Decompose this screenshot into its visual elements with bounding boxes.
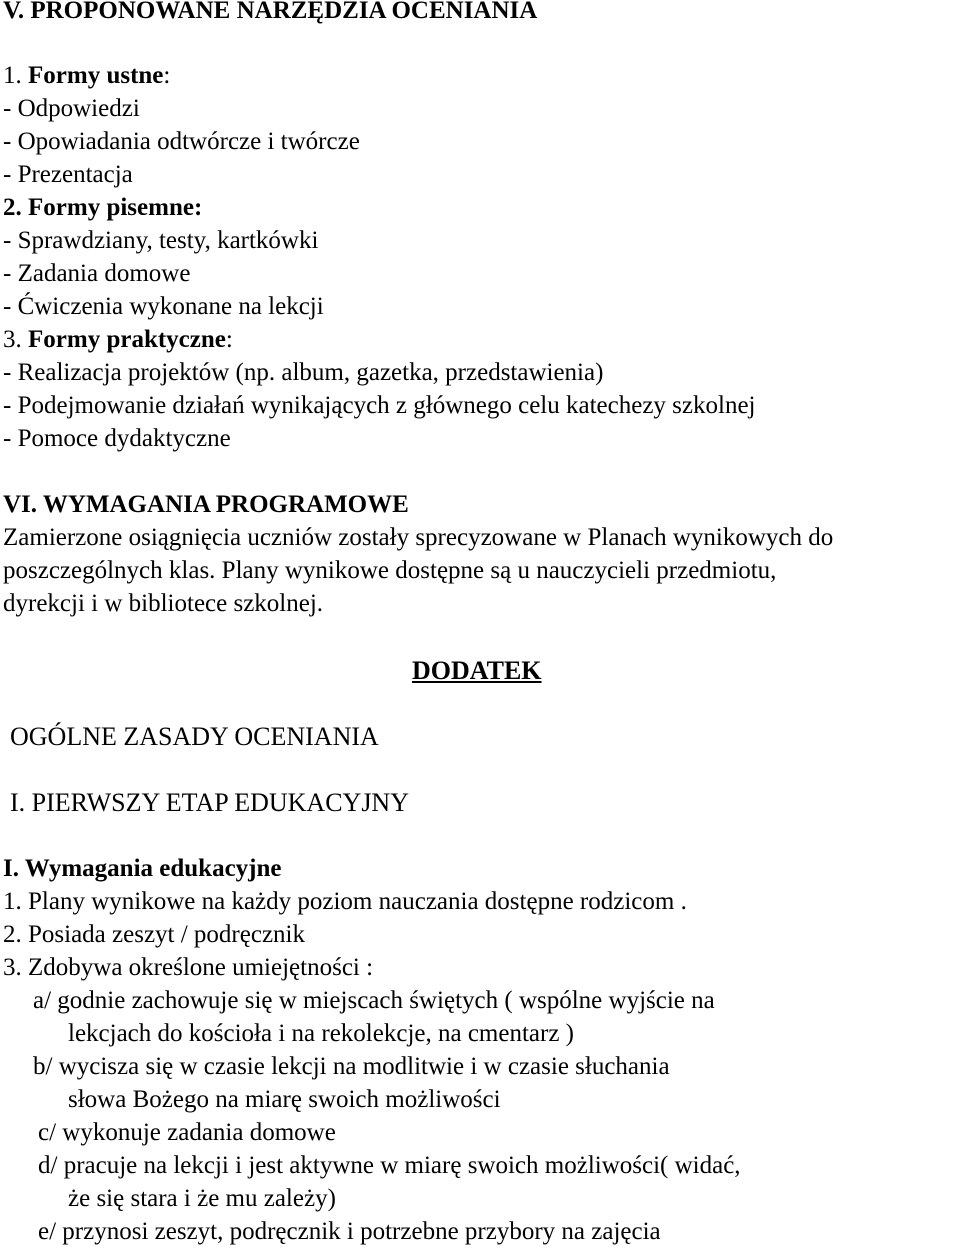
sub-item: c/ wykonuje zadania domowe bbox=[38, 1119, 336, 1146]
list-item: - Pomoce dydaktyczne bbox=[3, 425, 231, 452]
paragraph-line: poszczególnych klas. Plany wynikowe dostępne są u nauczycieli przedmiotu, bbox=[3, 557, 777, 584]
list-item: - Ćwiczenia wykonane na lekcji bbox=[3, 293, 324, 320]
oral-forms-number: 1. bbox=[3, 62, 28, 89]
written-forms-heading: 2. Formy pisemne: bbox=[3, 194, 203, 221]
paragraph-line: Zamierzone osiągnięcia uczniów zostały sprecyzowane w Planach wynikowych do bbox=[3, 524, 834, 551]
sub-item-continuation: słowa Bożego na miarę swoich możliwości bbox=[68, 1086, 501, 1113]
oral-forms-colon: : bbox=[163, 62, 171, 89]
sub-item: e/ przynosi zeszyt, podręcznik i potrzebne przybory na zajęcia bbox=[38, 1218, 661, 1245]
list-item: - Opowiadania odtwórcze i twórcze bbox=[3, 128, 360, 155]
sub-item-continuation: że się stara i że mu zależy) bbox=[68, 1185, 336, 1212]
oral-forms-heading bbox=[3, 61, 170, 91]
sub-item: b/ wycisza się w czasie lekcji na modlitwie i w czasie słuchania bbox=[33, 1053, 670, 1080]
sub-item-continuation: lekcjach do kościoła i na rekolekcje, na cmentarz ) bbox=[68, 1020, 575, 1047]
sub-item: d/ pracuje na lekcji i jest aktywne w miarę swoich możliwości( widać, bbox=[38, 1152, 741, 1179]
list-item: - Odpowiedzi bbox=[3, 95, 140, 122]
appendix-title: DODATEK bbox=[412, 656, 542, 685]
section-6-title: VI. WYMAGANIA PROGRAMOWE bbox=[3, 491, 409, 518]
requirements-title: I. Wymagania edukacyjne bbox=[3, 855, 282, 882]
list-item: 2. Posiada zeszyt / podręcznik bbox=[3, 921, 305, 948]
paragraph-line: dyrekcji i w bibliotece szkolnej. bbox=[3, 590, 324, 617]
practical-forms-heading bbox=[3, 325, 233, 355]
general-rules-heading: OGÓLNE ZASADY OCENIANIA bbox=[10, 722, 379, 751]
list-item: - Sprawdziany, testy, kartkówki bbox=[3, 227, 319, 254]
list-item: 3. Zdobywa określone umiejętności : bbox=[3, 954, 374, 981]
practical-forms-number: 3. bbox=[3, 326, 28, 353]
list-item: - Realizacja projektów (np. album, gazetka, przedstawienia) bbox=[3, 359, 604, 386]
practical-forms-label: Formy praktyczne bbox=[28, 326, 226, 353]
section-5-title: V. PROPONOWANE NARZĘDZIA OCENIANIA bbox=[3, 0, 538, 24]
practical-forms-colon: : bbox=[225, 326, 233, 353]
sub-item: a/ godnie zachowuje się w miejscach świętych ( wspólne wyjście na bbox=[33, 987, 715, 1014]
list-item: - Prezentacja bbox=[3, 161, 133, 188]
list-item: 1. Plany wynikowe na każdy poziom nauczania dostępne rodzicom . bbox=[3, 888, 687, 915]
list-item: - Podejmowanie działań wynikających z głównego celu katechezy szkolnej bbox=[3, 392, 756, 419]
list-item: - Zadania domowe bbox=[3, 260, 191, 287]
stage-heading: I. PIERWSZY ETAP EDUKACYJNY bbox=[10, 788, 409, 817]
oral-forms-label: Formy ustne bbox=[28, 62, 164, 89]
